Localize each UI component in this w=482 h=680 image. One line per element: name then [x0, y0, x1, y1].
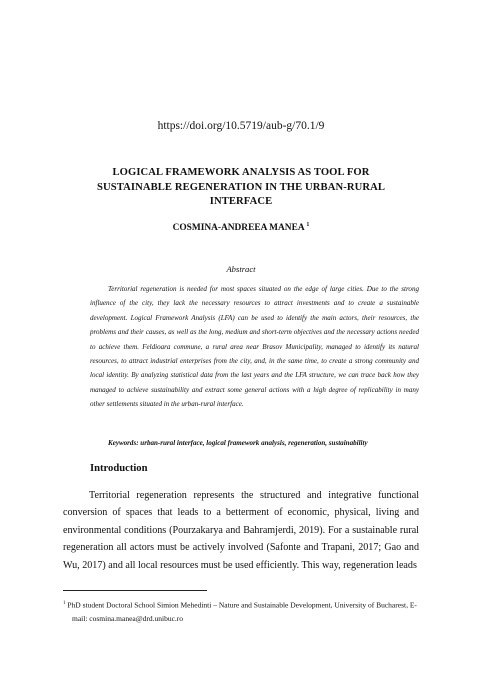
author-footnote-mark[interactable]: 1 — [306, 222, 310, 228]
abstract-heading: Abstract — [226, 264, 256, 274]
keywords: Keywords: urban-rural interface, logical framework analysis, regeneration, sustainability — [108, 439, 368, 447]
author-name — [0, 222, 482, 233]
doi-link[interactable]: https://doi.org/10.5719/aub-g/70.1/9 — [157, 120, 325, 132]
footnote-mark: 1 — [63, 601, 66, 606]
footnote-divider — [63, 590, 207, 591]
paper-title: LOGICAL FRAMEWORK ANALYSIS AS TOOL FOR SUSTAINABLE REGENERATION IN THE URBAN-RURAL INTERFACE — [96, 167, 386, 207]
section-heading-introduction: Introduction — [90, 463, 148, 474]
footnote-text: PhD student Doctoral School Simion Mehedinti – Nature and Sustainable Development, University of Bucharest, E-mail: cosmina.manea@drd.unibuc.ro — [65, 600, 417, 623]
introduction-paragraph: Territorial regeneration represents the structured and integrative functional conversion of spaces that leads to a betterment of economic, physical, living and environmental conditions (Pourzakarya and Bahramjerdi, 2019). For a sustainable rural regeneration all actors must be actively involved (Safonte and Trapani, 2017; Gao and Wu, 2017) and all local resources must be used efficiently. This way, regeneration leads — [63, 490, 419, 571]
footnote — [63, 597, 430, 625]
author-name-text: COSMINA-ANDREEA MANEA — [172, 223, 305, 234]
abstract-text: Territorial regeneration is needed for most spaces situated on the edge of large cities. Due to the strong influence of the city, they lack the necessary resources to attract investments and to create a sustainable development. Logical Framework Analysis (LFA) can be used to identify the main actors, their resources, the problems and their causes, as well as the long, medium and short-term objectives and the necessary actions needed to achieve them. Feldioara commune, a rural area near Brasov Municipality, managed to identify its natural resources, to attract industrial enterprises from the city, and, in the same time, to create a strong community and local identity. By analyzing statistical data from the last years and the LFA structure, we can trace back how they managed to achieve sustainability and extract some general actions with a high degree of replicability in many other settlements situated in the urban-rural interface. — [90, 285, 419, 409]
